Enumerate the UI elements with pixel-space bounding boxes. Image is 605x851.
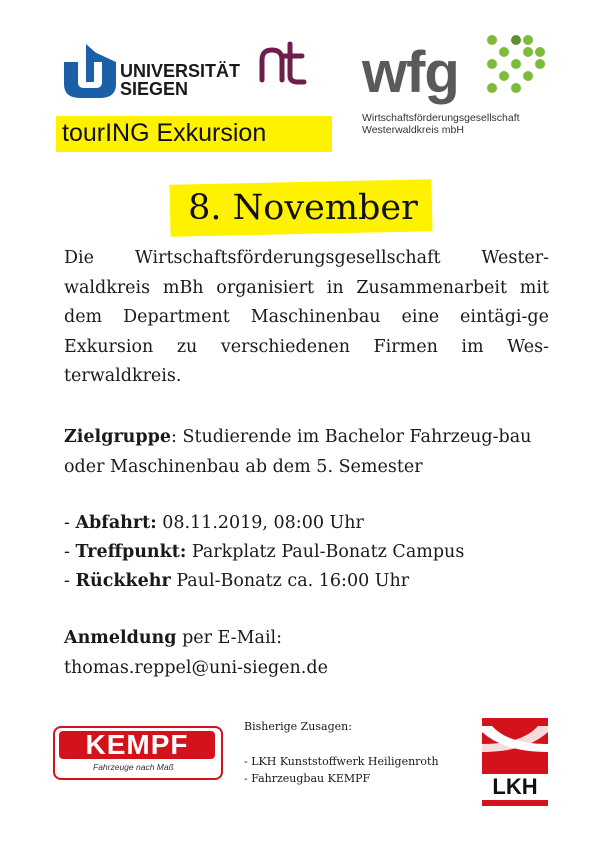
lkh-logo bbox=[482, 718, 548, 808]
departure-value: 08.11.2019, 08:00 Uhr bbox=[156, 513, 364, 533]
return-label: Rückkehr bbox=[75, 571, 171, 591]
kempf-wordmark: KEMPF bbox=[85, 729, 189, 760]
return-line bbox=[64, 567, 409, 597]
wfg-wordmark: wfg bbox=[362, 40, 459, 105]
university-siegen-logo bbox=[64, 44, 244, 100]
lkh-wordmark: LKH bbox=[492, 774, 538, 799]
subtitle-text: tourING Exkursion bbox=[62, 119, 267, 147]
kempf-tagline: Fahrzeuge nach Maß bbox=[93, 762, 174, 772]
event-date: 8. November bbox=[188, 188, 418, 228]
university-siegen-emblem bbox=[64, 44, 116, 98]
return-prefix: - bbox=[64, 571, 76, 591]
kempf-logo bbox=[53, 726, 221, 778]
sponsors-title: Bisherige Zusagen: bbox=[244, 720, 352, 733]
wfg-logo bbox=[362, 34, 552, 136]
meeting-point-label: Treffpunkt: bbox=[75, 542, 187, 562]
target-group-text: : Studierende im Bachelor Fahrzeug-bau oder Maschinenbau ab dem 5. Semester bbox=[64, 427, 532, 477]
contact-email[interactable]: thomas.reppel@uni-siegen.de bbox=[64, 658, 328, 678]
registration-text: per E-Mail: bbox=[176, 628, 283, 648]
registration-label: Anmeldung bbox=[64, 628, 177, 648]
registration-line bbox=[64, 624, 282, 654]
intro-paragraph: Die Wirtschaftsförderungsgesellschaft Wester-waldkreis mBh organisiert in Zusammenarbeit mit dem Department Maschinenbau eine eintägi-ge Exkursion zu verschiedenen Firmen im Wes-terwaldkreis. bbox=[64, 248, 549, 386]
target-group-label: Zielgruppe bbox=[64, 427, 171, 447]
sponsor-item: - Fahrzeugbau KEMPF bbox=[244, 772, 371, 785]
university-name-line1: UNIVERSITÄT bbox=[120, 61, 241, 81]
wfg-dot-emblem bbox=[484, 34, 548, 96]
return-value: Paul-Bonatz ca. 16:00 Uhr bbox=[170, 571, 410, 591]
departure-label: Abfahrt: bbox=[75, 513, 157, 533]
university-name-line2: SIEGEN bbox=[120, 79, 189, 99]
meeting-prefix: - bbox=[64, 542, 76, 562]
wfg-subtitle-line1: Wirtschaftsförderungsgesellschaft bbox=[362, 112, 520, 124]
meeting-point-line bbox=[64, 538, 464, 568]
wfg-subtitle-line2: Westerwaldkreis mbH bbox=[362, 124, 464, 136]
nt-logo bbox=[258, 40, 310, 86]
lkh-emblem bbox=[482, 718, 548, 774]
departure-line bbox=[64, 509, 364, 539]
target-group-paragraph bbox=[64, 423, 549, 482]
meeting-point-value: Parkplatz Paul-Bonatz Campus bbox=[186, 542, 465, 562]
sponsor-item: - LKH Kunststoffwerk Heiligenroth bbox=[244, 755, 439, 768]
departure-prefix: - bbox=[64, 513, 76, 533]
